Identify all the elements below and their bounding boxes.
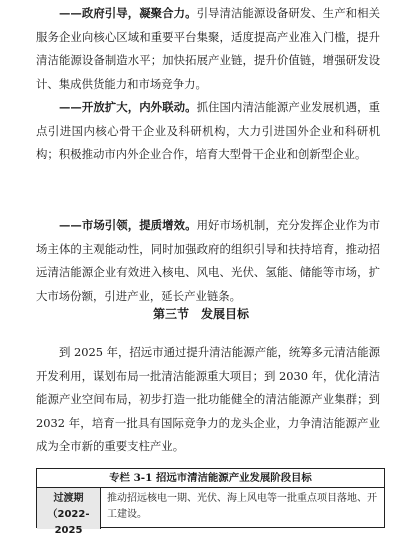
paragraph-body: 引导清洁能源设备研发、生产和相关服务企业向核心区域和重要平台集聚，适度提高产业准入门槛，提升清洁能源设备制造水平；加快拓展产业链，提升价值链，增强研发设计、集成供货能力和市场竞争力。 bbox=[36, 6, 380, 91]
stage-label bbox=[37, 488, 101, 536]
paragraph-open-expansion bbox=[36, 96, 380, 167]
paragraph-body: 用好市场机制，充分发挥企业作为市场主体的主观能动性，同时加强政府的组织引导和扶持培育，推动招远清洁能源企业有效进入核电、风电、光伏、氢能、储能等市场，扩大市场份额，引进产业，延长产业链条。 bbox=[36, 218, 380, 303]
paragraph-lead: ——开放扩大，内外联动。 bbox=[59, 100, 197, 114]
paragraph-lead: ——政府引导，凝聚合力。 bbox=[59, 6, 197, 20]
column-box bbox=[36, 468, 385, 536]
section-number: 第三节 bbox=[152, 307, 189, 321]
paragraph-development-goals: 到 2025 年，招远市通过提升清洁能源产能，统筹多元清洁能源开发利用，谋划布局一批清洁能源重大项目；到 2030 年，优化清洁能源产业空间布局，初步打造一批功能健全的清洁能源产业集群；到 2032 年，培育一批具有国际竞争力的龙头企业，力争清洁能源产业成为全市新的重要支柱产业。 bbox=[36, 345, 380, 454]
paragraph-body: 抓住国内清洁能源产业发展机遇，重点引进国内核心骨干企业及科研机构，大力引进国外企业和科研机构；积极推动市内外企业合作，培育大型骨干企业和创新型企业。 bbox=[36, 100, 380, 162]
paragraph-market-guidance bbox=[36, 214, 380, 308]
stage-description: 推动招远核电一期、光伏、海上风电等一批重点项目落地、开工建设。 bbox=[107, 493, 377, 520]
stage-label-name: 过渡期 bbox=[53, 493, 84, 504]
paragraph-lead: ——市场引领，提质增效。 bbox=[59, 218, 197, 232]
column-box-title: 专栏 3-1 招远市清洁能源产业发展阶段目标 bbox=[37, 469, 384, 488]
paragraph-government-guidance bbox=[36, 2, 380, 96]
stage-row bbox=[37, 488, 384, 536]
section-heading bbox=[0, 305, 402, 322]
section-title: 发展目标 bbox=[201, 307, 250, 321]
stage-label-years: （2022-2025 bbox=[47, 509, 90, 536]
